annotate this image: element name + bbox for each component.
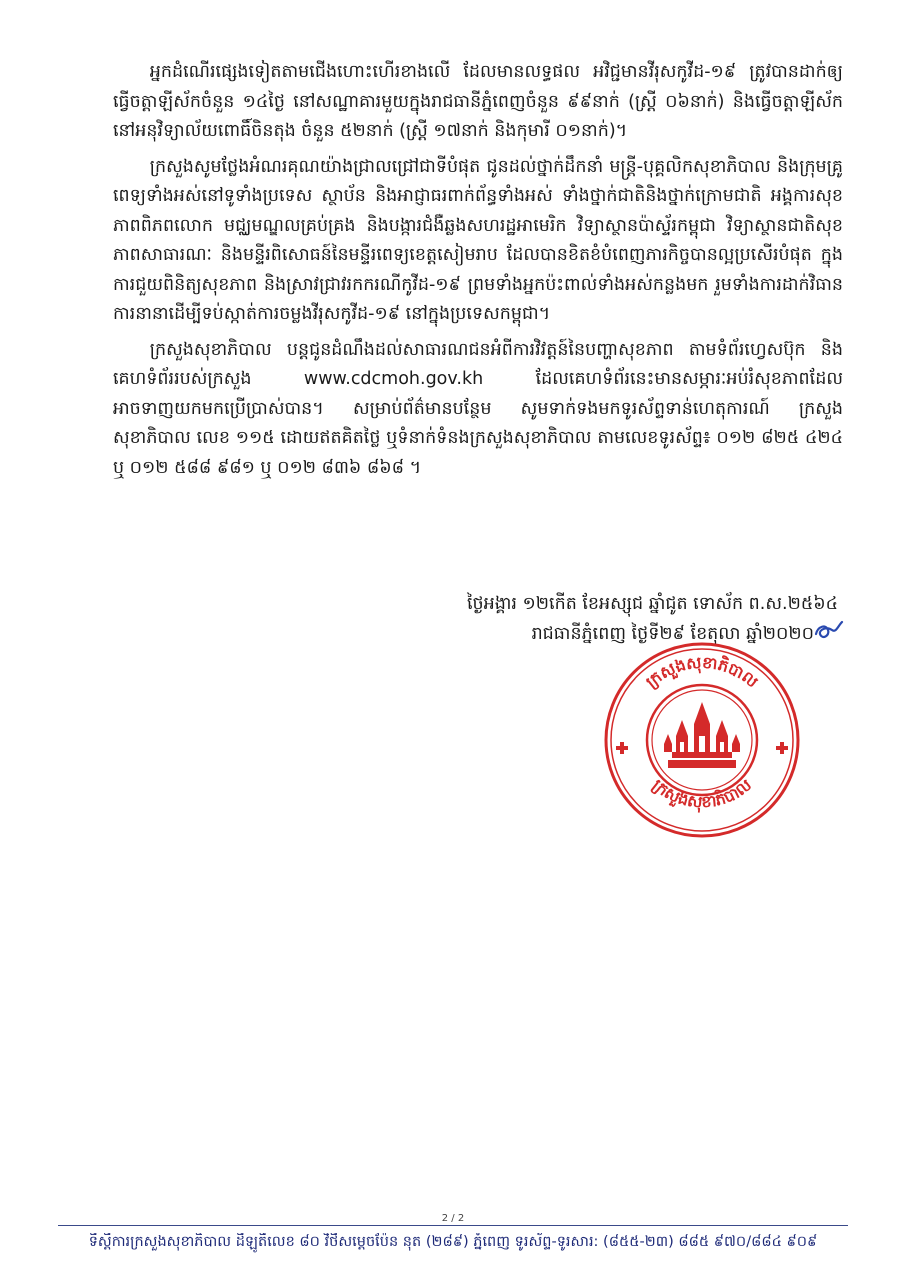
signature-icon: [812, 618, 846, 644]
document-body: [113, 58, 843, 489]
footer-address: ទីស្តីការក្រសួងសុខាភិបាល ដីឡូតិ៍លេខ ៨០ វិថីសម្ដេចប៉ែន នុត (២៨៩) ភ្នំពេញ ទូរស័ព្ទ-ទូរសារ: (៨៥៥-២៣) ៨៨៥ ៩៧០/៨៨៤ ៩០៩: [88, 1234, 818, 1250]
page-number: 2 / 2: [441, 1213, 465, 1224]
footer-divider: [58, 1225, 848, 1226]
paragraph-quarantine: អ្នកដំណើរផ្សេងទៀតតាមជើងហោះហើរខាងលើ ដែលមានលទ្ធផល អវិជ្ជមានវីរុសកូវីដ-១៩ ត្រូវបានដាក់ឲ្យធ្វើចត្តាឡីស័កចំនួន ១៤ថ្ងៃ នៅសណ្ឋាគារមួយក្នុងរាជធានីភ្នំពេញចំនួន ៩៩នាក់ (ស្ត្រី ០៦នាក់) និងធ្វើចត្តាឡីស័កនៅអនុវិទ្យាល័យពោធិ៍ចិនតុង ចំនួន ៥២នាក់ (ស្ត្រី ១៧នាក់ និងកុមារី ០១នាក់)។: [113, 62, 843, 141]
paragraph-contact-info: ក្រសួងសុខាភិបាល បន្តជូនដំណឹងដល់សាធារណជនអំពីការវិវត្តន៍នៃបញ្ហាសុខភាព តាមទំព័រហ្វេសប៊ុក និងគេហទំព័ររបស់ក្រសួង www.cdcmoh.gov.kh ដែលគេហទំព័រនេះមានសម្ភារៈអប់រំសុខភាពដែលអាចទាញយកមកប្រើប្រាស់បាន។ សម្រាប់ព័ត៌មានបន្ថែម សូមទាក់ទងមកទូរស័ព្ទទាន់ហេតុការណ៍ ក្រសួងសុខាភិបាល លេខ ១១៥ ដោយឥតគិតថ្លៃ ឬទំនាក់ទំនងក្រសួងសុខាភិបាល តាមលេខទូរស័ព្ទ៖ ០១២ ៨២៥ ៤២៤ ឬ ០១២ ៥៨៨ ៩៨១ ឬ ០១២ ៨៣៦ ៨៦៨ ។: [113, 339, 843, 478]
solar-date-line: រាជធានីភ្នំពេញ ថ្ងៃទី២៩ ខែតុលា ឆ្នាំ២០២០: [531, 624, 814, 644]
lunar-date-line: ថ្ងៃអង្គារ ១២កើត ខែអស្សុជ ឆ្នាំជូត ទោស័ក ព.ស.២៥៦៤: [467, 594, 838, 614]
seal-ring-text-bottom: ក្រសួងសុខាភិបាល: [648, 775, 756, 812]
seal-ring-text-top: ក្រសួងសុខាភិបាល: [642, 652, 762, 692]
svg-text:ក្រសួងសុខាភិបាល: [648, 775, 755, 813]
paragraph-gratitude: ក្រសួងសូមថ្លែងអំណរគុណយ៉ាងជ្រាលជ្រៅជាទីបំផុត ជូនដល់ថ្នាក់ដឹកនាំ មន្ត្រី-បុគ្គលិកសុខាភិបាល និងក្រុមគ្រូពេទ្យទាំងអស់នៅទូទាំងប្រទេស ស្ថាប័ន និងអាជ្ញាធរពាក់ព័ន្ធទាំងអស់ ទាំងថ្នាក់ជាតិនិងថ្នាក់ក្រោមជាតិ អង្គការសុខភាពពិភពលោក មជ្ឈមណ្ឌលគ្រប់គ្រង និងបង្ការជំងឺឆ្លងសហរដ្ឋអាមេរិក វិទ្យាស្ថានប៉ាស្ទ័រកម្ពុជា វិទ្យាស្ថានជាតិសុខភាពសាធារណៈ និងមន្ទីរពិសោធន៍នៃមន្ទីរពេទ្យខេត្តសៀមរាប ដែលបានខិតខំបំពេញភារកិច្ចបានល្អប្រសើរបំផុត ក្នុងការជួយពិនិត្យសុខភាព និងស្រាវជ្រាវរកករណីកូវីដ-១៩ ព្រមទាំងអ្នកប៉ះពាល់ទាំងអស់កន្លងមក រួមទាំងការដាក់វិធានការនានាដើម្បីទប់ស្កាត់ការចម្លងវីរុសកូវីដ-១៩ នៅក្នុងប្រទេសកម្ពុជា។: [113, 156, 843, 324]
ministry-seal-icon: [602, 640, 802, 840]
